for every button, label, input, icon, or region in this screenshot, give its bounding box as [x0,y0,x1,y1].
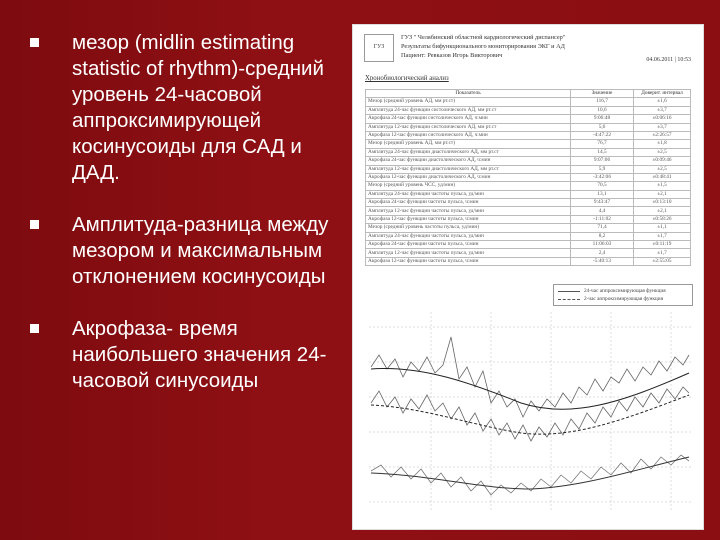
square-bullet-icon [30,324,39,333]
column-header: Показатель [366,90,571,98]
row-label: Акрофаза 24-час функции диастолического АД, ч:мин [366,157,571,165]
rhythm-chart [361,307,695,521]
table-row [366,98,691,106]
row-label: Амплитуда 24-час функции диастолического АД, мм рт.ст [366,148,571,156]
table-row [366,131,691,139]
value-cell: 14,5 [571,148,634,156]
table-row [366,173,691,181]
table-header-row [366,90,691,98]
row-label: Амплитуда 12-час функции систолического АД, мм рт.ст [366,123,571,131]
row-label: Акрофаза 24-час функции систолического АД, ч:мин [366,115,571,123]
interval-cell: ±0:06:16 [634,115,691,123]
table-row [366,241,691,249]
bullet-text: Акрофаза- время наибольшего значения 24-часовой синусоиды [72,317,327,392]
chart-legend [553,284,693,306]
table-row [366,215,691,223]
bullet-item [30,316,345,394]
row-label: Акрофаза 24-час функции частоты пульса, ч:мин [366,241,571,249]
table-row [366,148,691,156]
header-line: ГУЗ " Челябинский областной кардиологический диспансер" [401,34,566,41]
interval-cell: ±2,5 [634,165,691,173]
value-cell: 2,4 [571,249,634,257]
interval-cell: ±2,1 [634,207,691,215]
value-cell: 5,6 [571,123,634,131]
row-label: Амплитуда 12-час функции частоты пульса, уд/мин [366,249,571,257]
value-cell: -1:11:02 [571,215,634,223]
row-label: Мезор (средний уровень АД, мм рт.ст) [366,140,571,148]
table-row [366,157,691,165]
value-cell: 116,7 [571,98,634,106]
legend-entry: 2-час аппроксимирующая функция [584,296,664,302]
value-cell: 10,6 [571,106,634,114]
column-header: Доверит. интервал [634,90,691,98]
row-label: Амплитуда 24-час функции систолического АД, мм рт.ст [366,106,571,114]
row-label: Акрофаза 12-час функции частоты пульса, ч:мин [366,215,571,223]
table-row [366,123,691,131]
header-line: Пациент: Ревказов Игорь Викторович [401,52,503,59]
table-row [366,140,691,148]
value-cell: 76,7 [571,140,634,148]
square-bullet-icon [30,38,39,47]
bullet-text: мезор (midlin estimating statistic of rhythm)-средний уровень 24-часовой аппроксимирующей косинусоиды для САД и ДАД. [72,31,324,184]
value-cell: 13,1 [571,190,634,198]
table-row [366,182,691,190]
interval-cell: ±1,1 [634,224,691,232]
section-title: Хронобиологический анализ [365,75,449,82]
value-cell: 5,9 [571,165,634,173]
bullet-item [30,212,345,290]
diastolic-cosinor-curve [371,395,689,434]
interval-cell: ±0:58:26 [634,215,691,223]
row-label: Амплитуда 24-час функции частоты пульса, уд/мин [366,232,571,240]
bullet-text: Амплитуда-разница между мезором и максимальным отклонением косинусоиды [72,213,329,288]
report-document [361,31,695,523]
table-row [366,115,691,123]
row-label: Акрофаза 12-час функции частоты пульса, ч:мин [366,257,571,265]
value-cell: -3:42:06 [571,173,634,181]
interval-cell: ±1,5 [634,182,691,190]
table-row [366,249,691,257]
legend-entry: 24-час аппроксимирующая функция [584,288,666,294]
row-label: Мезор (средний уровень частоты пульса, уд/мин) [366,224,571,232]
value-cell: 9:43:47 [571,199,634,207]
row-label: Амплитуда 24-час функции частоты пульса, уд/мин [366,190,571,198]
legend-swatch [558,299,580,300]
interval-cell: ±2,1 [634,190,691,198]
interval-cell: ±2:55:05 [634,257,691,265]
table-row [366,165,691,173]
interval-cell: ±1,7 [634,232,691,240]
interval-cell: ±2,5 [634,148,691,156]
value-cell: 71,4 [571,224,634,232]
row-label: Мезор (средний уровень АД, мм рт.ст) [366,98,571,106]
legend-swatch [558,291,580,292]
stats-table [365,89,691,266]
table-row [366,232,691,240]
interval-cell: ±0:13:10 [634,199,691,207]
bullet-item [30,30,345,186]
table-row [366,190,691,198]
value-cell: 8,2 [571,232,634,240]
table-row [366,257,691,265]
report-header [361,31,695,65]
value-cell: 9:07:06 [571,157,634,165]
interval-cell: ±0:11:19 [634,241,691,249]
header-line: Результаты бифункционального мониторирования ЭКГ и АД [401,43,565,50]
table-row [366,106,691,114]
square-bullet-icon [30,220,39,229]
bullet-list [30,30,345,420]
value-cell: 70,5 [571,182,634,190]
value-cell: 11:06:03 [571,241,634,249]
value-cell: -5:40:13 [571,257,634,265]
table-row [366,199,691,207]
row-label: Акрофаза 12-час функции диастолического АД, ч:мин [366,173,571,181]
row-label: Амплитуда 12-час функции диастолического АД, мм рт.ст [366,165,571,173]
interval-cell: ±1,8 [634,140,691,148]
interval-cell: ±3,7 [634,106,691,114]
row-label: Амплитуда 12-час функции частоты пульса, уд/мин [366,207,571,215]
clinic-logo-icon: ГУЗ [364,34,394,62]
heart-rate-cosinor-curve [371,457,689,489]
report-date: 04.06.2011 | 10:53 [646,57,691,63]
value-cell: 9:06:48 [571,115,634,123]
interval-cell: ±2:26:57 [634,131,691,139]
row-label: Мезор (средний уровень ЧСС, уд/мин) [366,182,571,190]
table-row [366,224,691,232]
row-label: Акрофаза 24-час функции частоты пульса, ч:мин [366,199,571,207]
interval-cell: ±0:09:46 [634,157,691,165]
column-header: Значение [571,90,634,98]
report-image [352,24,704,530]
interval-cell: ±1,6 [634,98,691,106]
interval-cell: ±3,7 [634,123,691,131]
interval-cell: ±0:48:41 [634,173,691,181]
value-cell: -4:47:22 [571,131,634,139]
row-label: Акрофаза 12-час функции систолического АД, ч:мин [366,131,571,139]
value-cell: 4,4 [571,207,634,215]
interval-cell: ±1,7 [634,249,691,257]
diastolic-raw-line [371,387,689,441]
table-row [366,207,691,215]
